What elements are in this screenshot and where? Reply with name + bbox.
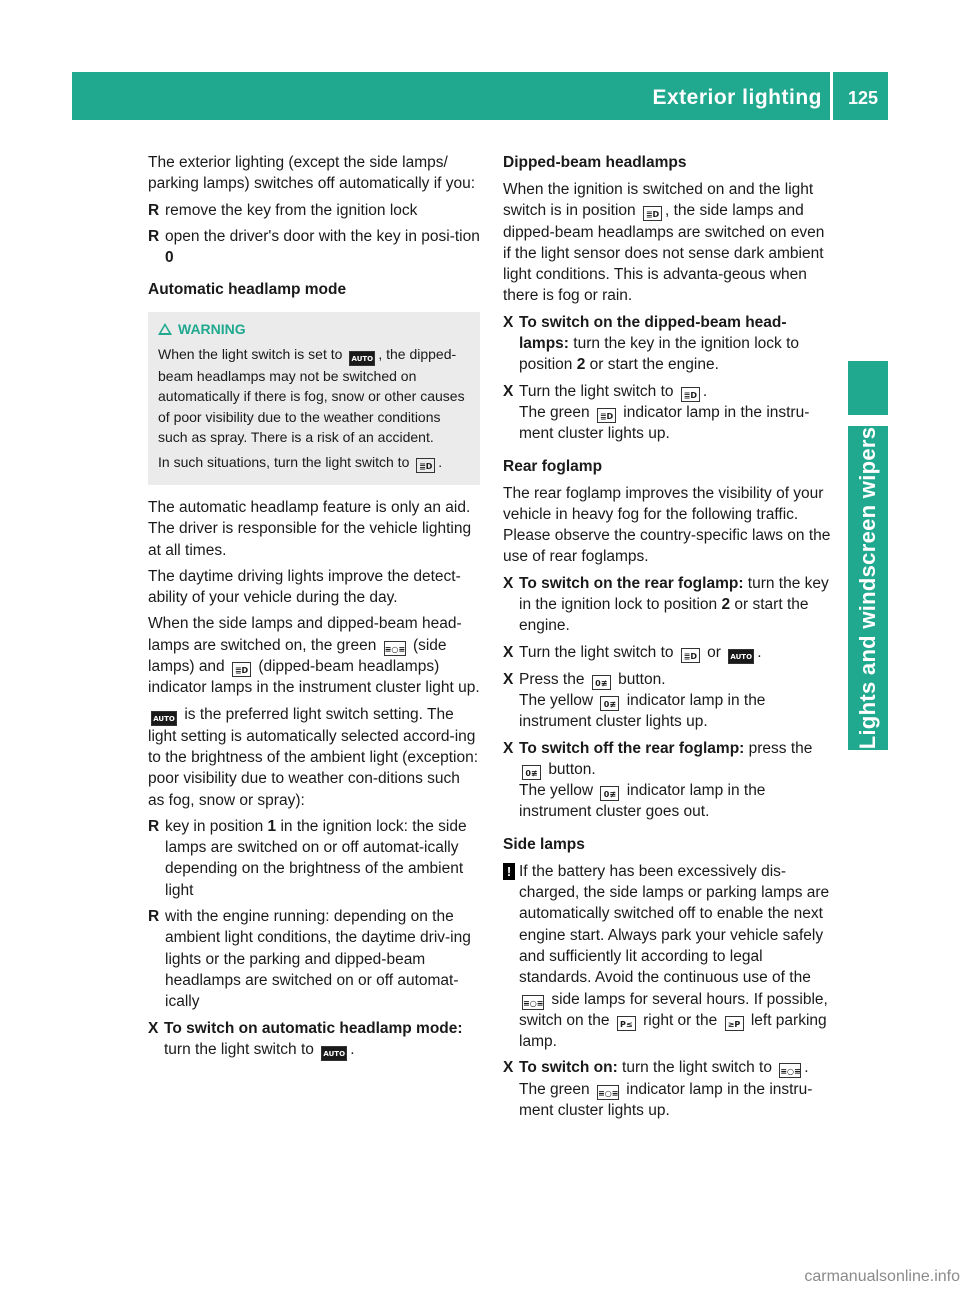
step-marker: X bbox=[503, 382, 514, 400]
step-marker: X bbox=[503, 574, 514, 592]
rear-foglamp-icon: 0≢ bbox=[522, 765, 541, 780]
step-marker: X bbox=[503, 643, 514, 661]
dipped-beam-icon: ≣D bbox=[232, 662, 251, 677]
section-heading-side-lamps: Side lamps bbox=[503, 835, 585, 853]
dipped-beam-icon: ≣D bbox=[416, 458, 435, 473]
step-marker: X bbox=[503, 313, 514, 331]
list-item: R remove the key from the ignition lock bbox=[148, 200, 480, 221]
dipped-beam-icon: ≣D bbox=[681, 387, 700, 402]
warning-box bbox=[148, 312, 480, 485]
auto-icon: AUTO bbox=[151, 711, 177, 726]
auto-icon: AUTO bbox=[321, 1046, 347, 1061]
watermark: carmanualsonline.info bbox=[804, 1268, 960, 1285]
parking-lamp-left-icon: ≥P bbox=[725, 1016, 744, 1031]
chapter-tab-label: Lights and windscreen wipers bbox=[855, 426, 880, 750]
rear-foglamp-icon: 0≢ bbox=[600, 696, 619, 711]
step-marker: X bbox=[503, 670, 514, 688]
paragraph: The automatic headlamp feature is only an aid. The driver is responsible for the vehicle lighting at all times. bbox=[148, 498, 472, 559]
section-heading-dipped-beam: Dipped-beam headlamps bbox=[503, 154, 687, 171]
step-marker: X bbox=[503, 739, 514, 757]
side-lamp-icon: ≡○≡ bbox=[384, 641, 406, 656]
intro-paragraph: The exterior lighting (except the side lamps/ parking lamps) switches off automatically if you: bbox=[148, 154, 476, 193]
right-column bbox=[503, 152, 836, 1126]
warning-title: WARNING bbox=[158, 319, 470, 340]
side-lamp-icon: ≡○≡ bbox=[779, 1063, 801, 1078]
exclamation-icon: ! bbox=[503, 863, 515, 880]
bullet-marker: R bbox=[148, 908, 160, 926]
auto-icon: AUTO bbox=[728, 649, 754, 664]
paragraph: AUTO is the preferred light switch setting. The light setting is automatically selected accord-ing to the brightness of the ambient light (exception: poor visibility due to weather con-ditions such as fog, snow or spray): bbox=[148, 705, 479, 809]
dipped-beam-icon: ≣D bbox=[643, 206, 662, 221]
warning-text: When the light switch is set to AUTO , the dipped-beam headlamps may not be switched on automatically if there is fog, snow or other causes of poor visibility due to the weather conditions such as spray. There is a risk of an accident. bbox=[158, 345, 465, 446]
side-lamp-icon: ≡○≡ bbox=[522, 995, 544, 1010]
section-heading-rear-foglamp: Rear foglamp bbox=[503, 457, 603, 475]
paragraph: The daytime driving lights improve the detect-ability of your vehicle during the day. bbox=[148, 567, 461, 607]
list-item: R open the driver's door with the key in posi-tion 0 bbox=[148, 227, 480, 267]
warning-text: In such situations, turn the light switch to ≣D . bbox=[158, 453, 443, 471]
instruction-step: X Press the 0≢ button. The yellow 0≢ indicator lamp in the instrument cluster lights up. bbox=[503, 670, 766, 731]
warning-icon bbox=[158, 323, 172, 335]
section-heading-automatic-headlamp: Automatic headlamp mode bbox=[148, 281, 347, 299]
note-block: ! If the battery has been excessively dis-charged, the side lamps or parking lamps are automatically switched off to enable the next engine start. Always park your vehicle safely and sufficiently lit according to legal standards. Avoid the continuous use of the ≡○≡ side lamps for several hours. If possible, switch on the P≤ right or the ≥P left parking lamp. bbox=[503, 861, 836, 1053]
bullet-marker: R bbox=[148, 227, 160, 245]
step-marker: X bbox=[503, 1059, 514, 1077]
paragraph: When the side lamps and dipped-beam head-lamps are switched on, the green ≡○≡ (side lamps) and ≣D (dipped-beam headlamps) indicator lamps in the instrument cluster light up. bbox=[148, 615, 480, 697]
paragraph: When the ignition is switched on and the light switch is in position ≣D , the side lamps and dipped-beam headlamps are switched on even if the light sensor does not sense dark ambient light conditions. This is advanta-geous when there is fog or rain. bbox=[503, 181, 825, 305]
instruction-step: X To switch on automatic headlamp mode: turn the light switch to AUTO . bbox=[148, 1018, 480, 1061]
step-marker: X bbox=[148, 1019, 159, 1037]
instruction-step: X To switch on the dipped-beam head-lamps: turn the key in the ignition lock to position 2 or start the engine. bbox=[503, 313, 800, 374]
auto-icon: AUTO bbox=[349, 351, 375, 366]
page-number: 125 bbox=[847, 88, 879, 108]
instruction-step: X To switch off the rear foglamp: press the 0≢ button. The yellow 0≢ indicator lamp in the instrument cluster goes out. bbox=[503, 739, 813, 821]
paragraph: The rear foglamp improves the visibility of your vehicle in heavy fog for the following traffic. Please observe the country-specific laws on the use of rear foglamps. bbox=[503, 484, 831, 566]
side-marker bbox=[848, 361, 888, 415]
side-lamp-icon: ≡○≡ bbox=[597, 1085, 619, 1100]
dipped-beam-icon: ≣D bbox=[597, 408, 616, 423]
dipped-beam-icon: ≣D bbox=[681, 648, 700, 663]
left-column bbox=[148, 152, 480, 1066]
list-item: R with the engine running: depending on the ambient light conditions, the daytime driv-ing lights or the parking and dipped-beam headlamps are switched on or off automat-ically bbox=[148, 908, 471, 1011]
parking-lamp-right-icon: P≤ bbox=[617, 1016, 636, 1031]
list-item: R key in position 1 in the ignition lock: the side lamps are switched on or off automat-ically depending on the brightness of the ambient light bbox=[148, 817, 467, 899]
instruction-step: X To switch on: turn the light switch to ≡○≡ . The green ≡○≡ indicator lamp in the instru-ment cluster lights up. bbox=[503, 1059, 813, 1119]
instruction-step: X Turn the light switch to ≣D . The green ≣D indicator lamp in the instru-ment cluster lights up. bbox=[503, 382, 810, 443]
instruction-step: X Turn the light switch to ≣D or AUTO . bbox=[503, 642, 836, 664]
page-section-title: Exterior lighting bbox=[652, 86, 822, 109]
header-divider bbox=[830, 72, 833, 120]
instruction-step: X To switch on the rear foglamp: turn the key in the ignition lock to position 2 or start the engine. bbox=[503, 574, 829, 635]
rear-foglamp-icon: 0≢ bbox=[600, 786, 619, 801]
bullet-marker: R bbox=[148, 201, 160, 219]
rear-foglamp-icon: 0≢ bbox=[592, 675, 611, 690]
bullet-marker: R bbox=[148, 817, 160, 835]
